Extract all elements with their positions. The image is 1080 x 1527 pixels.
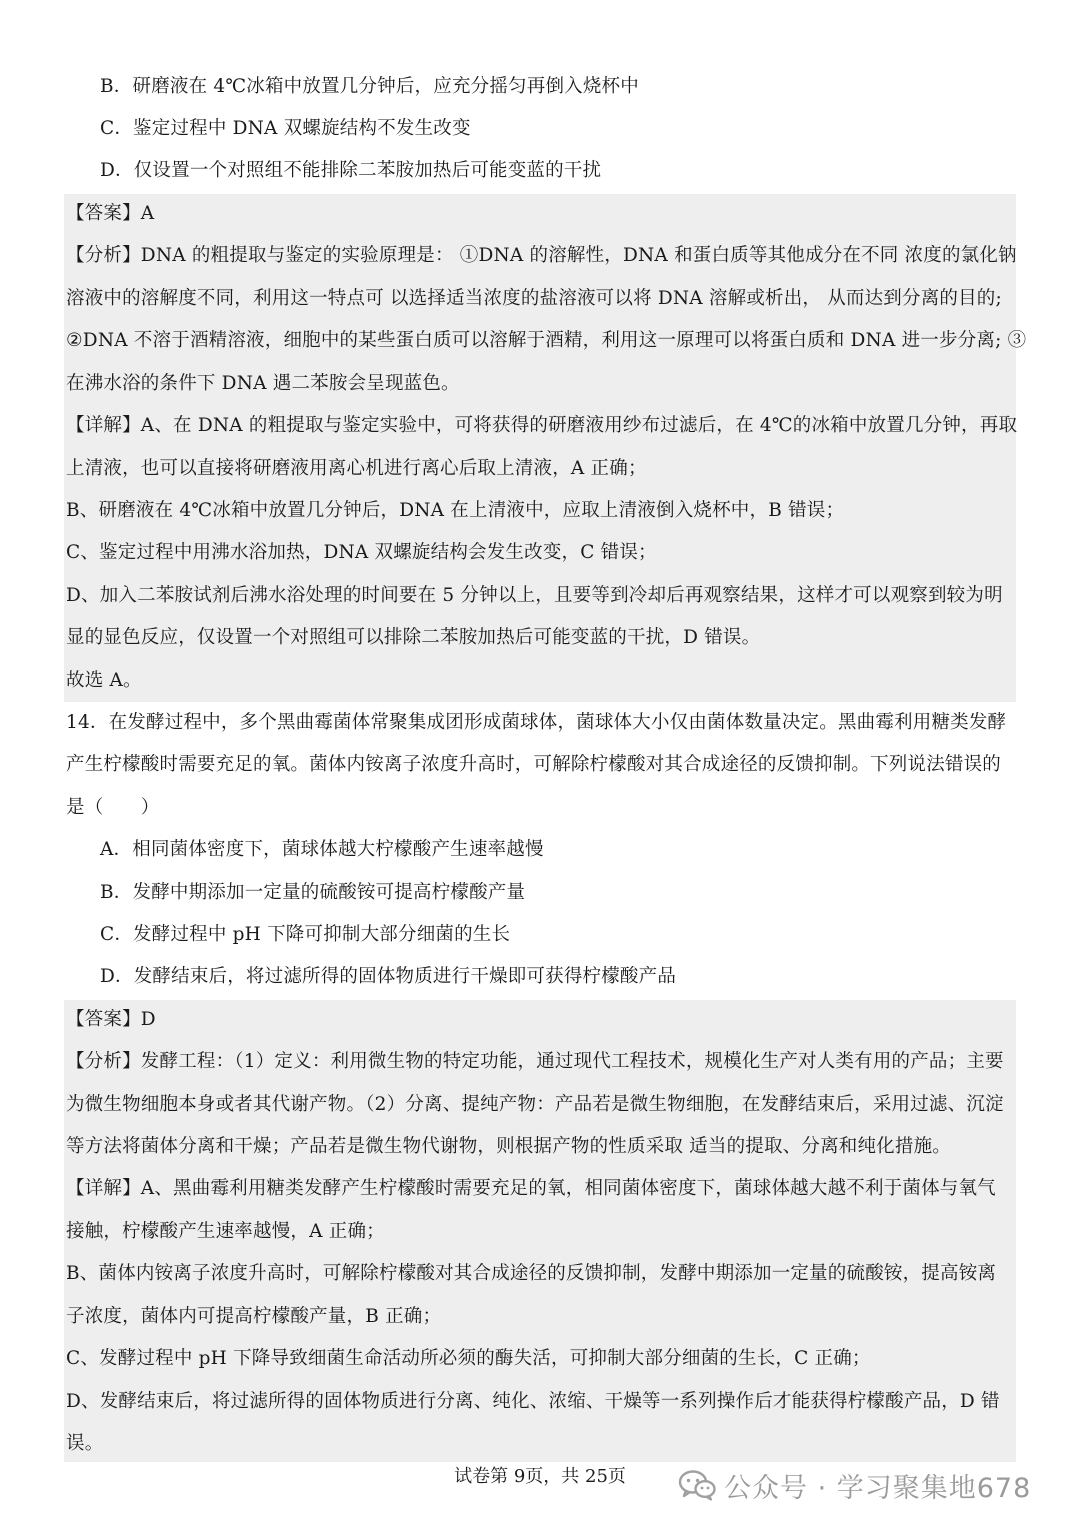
q13-option-d: D．仅设置一个对照组不能排除二苯胺加热后可能变蓝的干扰	[100, 160, 602, 181]
q14-detail-line: C、发酵过程中 pH 下降导致细菌生命活动所必须的酶失活，可抑制大部分细菌的生长，C 正确；	[66, 1348, 871, 1369]
q14-analysis-line: 【分析】发酵工程：（1）定义：利用微生物的特定功能，通过现代工程技术，规模化生产对人类有用的产品；主要	[66, 1051, 1004, 1072]
watermark	[678, 1465, 1031, 1505]
q13-detail-line: C、鉴定过程中用沸水浴加热，DNA 双螺旋结构会发生改变，C 错误；	[66, 542, 657, 563]
q14-detail-line: 误。	[66, 1433, 104, 1454]
q14-detail-line: B、菌体内铵离子浓度升高时，可解除柠檬酸对其合成途径的反馈抑制，发酵中期添加一定量的硫酸铵，提高铵离	[66, 1263, 997, 1284]
q14-stem-line: 产生柠檬酸时需要充足的氧。菌体内铵离子浓度升高时，可解除柠檬酸对其合成途径的反馈抑制。下列说法错误的	[66, 754, 1002, 775]
watermark-text: 公众号 · 学习聚集地678	[724, 1472, 1032, 1504]
q14-option-a: A．相同菌体密度下，菌球体越大柠檬酸产生速率越慢	[100, 839, 544, 860]
q14-detail-line: 子浓度，菌体内可提高柠檬酸产量，B 正确；	[66, 1306, 442, 1327]
q14-analysis-line: 为微生物细胞本身或者其代谢产物。（2）分离、提纯产物：产品若是微生物细胞，在发酵结束后，采用过滤、沉淀	[66, 1094, 1004, 1115]
q13-detail-line: 上清液，也可以直接将研磨液用离心机进行离心后取上清液，A 正确；	[66, 458, 647, 479]
q13-detail-line: 显的显色反应，仅设置一个对照组可以排除二苯胺加热后可能变蓝的干扰，D 错误。	[66, 627, 761, 648]
q14-detail-line: D、发酵结束后，将过滤所得的固体物质进行分离、纯化、浓缩、干燥等一系列操作后才能获得柠檬酸产品，D 错	[66, 1391, 1000, 1412]
q13-analysis-line: 溶液中的溶解度不同，利用这一特点可 以选择适当浓度的盐溶液可以将 DNA 溶解或析出， 从而达到分离的目的;	[66, 288, 1002, 309]
q14-detail-line: 接触，柠檬酸产生速率越慢，A 正确；	[66, 1221, 385, 1242]
q14-option-c: C．发酵过程中 pH 下降可抑制大部分细菌的生长	[100, 924, 511, 945]
q13-conclusion: 故选 A。	[66, 670, 142, 691]
q14-analysis-line: 等方法将菌体分离和干燥；产品若是微生物代谢物，则根据产物的性质采取 适当的提取、分离和纯化措施。	[66, 1136, 951, 1157]
q14-detail-line: 【详解】A、黑曲霉利用糖类发酵产生柠檬酸时需要充足的氧，相同菌体密度下，菌球体越大越不利于菌体与氧气	[66, 1178, 996, 1199]
q13-answer: 【答案】A	[66, 203, 155, 224]
wechat-icon	[678, 1469, 716, 1501]
q13-analysis-line: 【分析】DNA 的粗提取与鉴定的实验原理是： ①DNA 的溶解性，DNA 和蛋白质等其他成分在不同 浓度的氯化钠	[66, 245, 1017, 266]
q13-option-c: C．鉴定过程中 DNA 双螺旋结构不发生改变	[100, 118, 471, 139]
q13-option-b: B．研磨液在 4℃冰箱中放置几分钟后，应充分摇匀再倒入烧杯中	[100, 76, 639, 97]
q13-analysis-line: ②DNA 不溶于酒精溶液，细胞中的某些蛋白质可以溶解于酒精，利用这一原理可以将蛋白质和 DNA 进一步分离; ③	[66, 330, 1027, 351]
q14-answer: 【答案】D	[66, 1009, 156, 1030]
q14-stem-line: 14．在发酵过程中，多个黑曲霉菌体常聚集成团形成菌球体，菌球体大小仅由菌体数量决定。黑曲霉利用糖类发酵	[66, 712, 1007, 733]
q13-detail-line: B、研磨液在 4℃冰箱中放置几分钟后，DNA 在上清液中，应取上清液倒入烧杯中，B 错误；	[66, 500, 845, 521]
q14-option-b: B．发酵中期添加一定量的硫酸铵可提高柠檬酸产量	[100, 882, 526, 903]
q14-stem-line: 是（ ）	[66, 797, 160, 818]
q13-analysis-line: 在沸水浴的条件下 DNA 遇二苯胺会呈现蓝色。	[66, 373, 460, 394]
q13-detail-line: D、加入二苯胺试剂后沸水浴处理的时间要在 5 分钟以上，且要等到冷却后再观察结果，这样才可以观察到较为明	[66, 585, 1003, 606]
q14-option-d: D．发酵结束后，将过滤所得的固体物质进行干燥即可获得柠檬酸产品	[100, 966, 677, 987]
q13-detail-line: 【详解】A、在 DNA 的粗提取与鉴定实验中，可将获得的研磨液用纱布过滤后，在 4℃的冰箱中放置几分钟，再取	[66, 415, 1018, 436]
page-footer: 试卷第 9页，共 25页	[454, 1466, 626, 1487]
